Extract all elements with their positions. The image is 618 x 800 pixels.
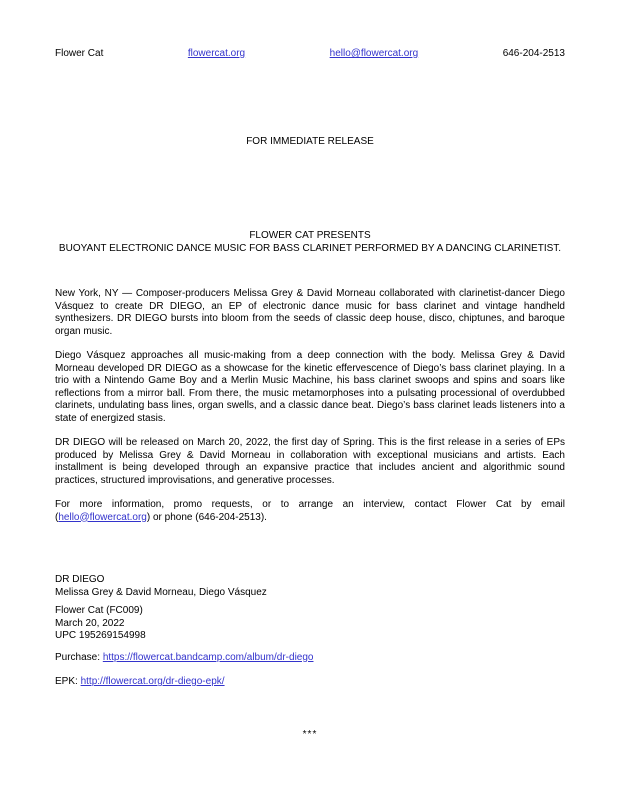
body-paragraph-3: DR DIEGO will be released on March 20, 2022, the first day of Spring. This is the first release in a series of EPs produced by Melissa Grey & David Morneau in collaboration with exceptional musicians and artists. Each installment is being developed through an expansive practice that includes ancient and algorithmic sound practices, structured improvisations, and generative processes. <box>55 437 565 486</box>
body-paragraph-2: Diego Vásquez approaches all music-making from a deep connection with the body. Melissa Grey & David Morneau developed DR DIEGO as a showcase for the kinetic effervescence of Diego’s bass clarinet playing. In a trio with a Nintendo Game Boy and a Merlin Music Machine, his bass clarinet swoops and spins and soars like reflections from a mirror ball. From there, the music metamorphoses into a pulsating processional of overdubbed clarinets, undulating bass lines, organ swells, and a classic dance beat. Diego’s bass clarinet leads listeners into a state of energized stasis. <box>55 350 565 424</box>
epk-label: EPK: <box>55 676 81 687</box>
album-artists: Melissa Grey & David Morneau, Diego Vásquez <box>55 586 267 598</box>
purchase-label: Purchase: <box>55 651 103 663</box>
upc-code: UPC 195269154998 <box>55 630 146 641</box>
purchase-link[interactable]: https://flowercat.bandcamp.com/album/dr-diego <box>102 651 314 663</box>
phone-number: 646-204-2513 <box>502 48 565 59</box>
release-date: March 20, 2022 <box>55 617 125 629</box>
contact-email-link[interactable]: hello@flowercat.org <box>58 511 147 523</box>
contact-text-after-link: ) or phone (646-204-2513). <box>146 511 267 523</box>
body-paragraph-4 <box>55 499 565 524</box>
album-title: DR DIEGO <box>55 574 105 585</box>
end-mark: *** <box>302 728 318 740</box>
purchase-line <box>55 652 565 665</box>
body-paragraph-1: New York, NY — Composer-producers Melissa Grey & David Morneau collaborated with clarinetist-dancer Diego Vásquez to create DR DIEGO, an EP of electronic dance music for bass clarinet and vintage handheld synthesizers. DR DIEGO bursts into bloom from the seeds of classic deep house, disco, chiptunes, and baroque organ music. <box>55 288 565 337</box>
headline <box>55 230 565 255</box>
header-email-link[interactable]: hello@flowercat.org <box>329 48 419 59</box>
release-info <box>55 574 565 599</box>
release-statement: FOR IMMEDIATE RELEASE <box>246 135 374 147</box>
contact-text-before-link: For more information, promo requests, or to arrange an interview, contact Flower Cat by email ( <box>55 499 565 523</box>
headline-line1: FLOWER CAT PRESENTS <box>249 230 371 241</box>
contact-header <box>55 48 565 61</box>
epk-line <box>55 676 565 689</box>
website-link[interactable]: flowercat.org <box>187 48 246 59</box>
label-info <box>55 605 565 643</box>
label-catalog: Flower Cat (FC009) <box>55 605 143 616</box>
headline-line2: BUOYANT ELECTRONIC DANCE MUSIC FOR BASS CLARINET PERFORMED BY A DANCING CLARINETIST. <box>58 242 562 254</box>
company-name: Flower Cat <box>55 48 104 59</box>
epk-link[interactable]: http://flowercat.org/dr-diego-epk/ <box>80 676 225 687</box>
